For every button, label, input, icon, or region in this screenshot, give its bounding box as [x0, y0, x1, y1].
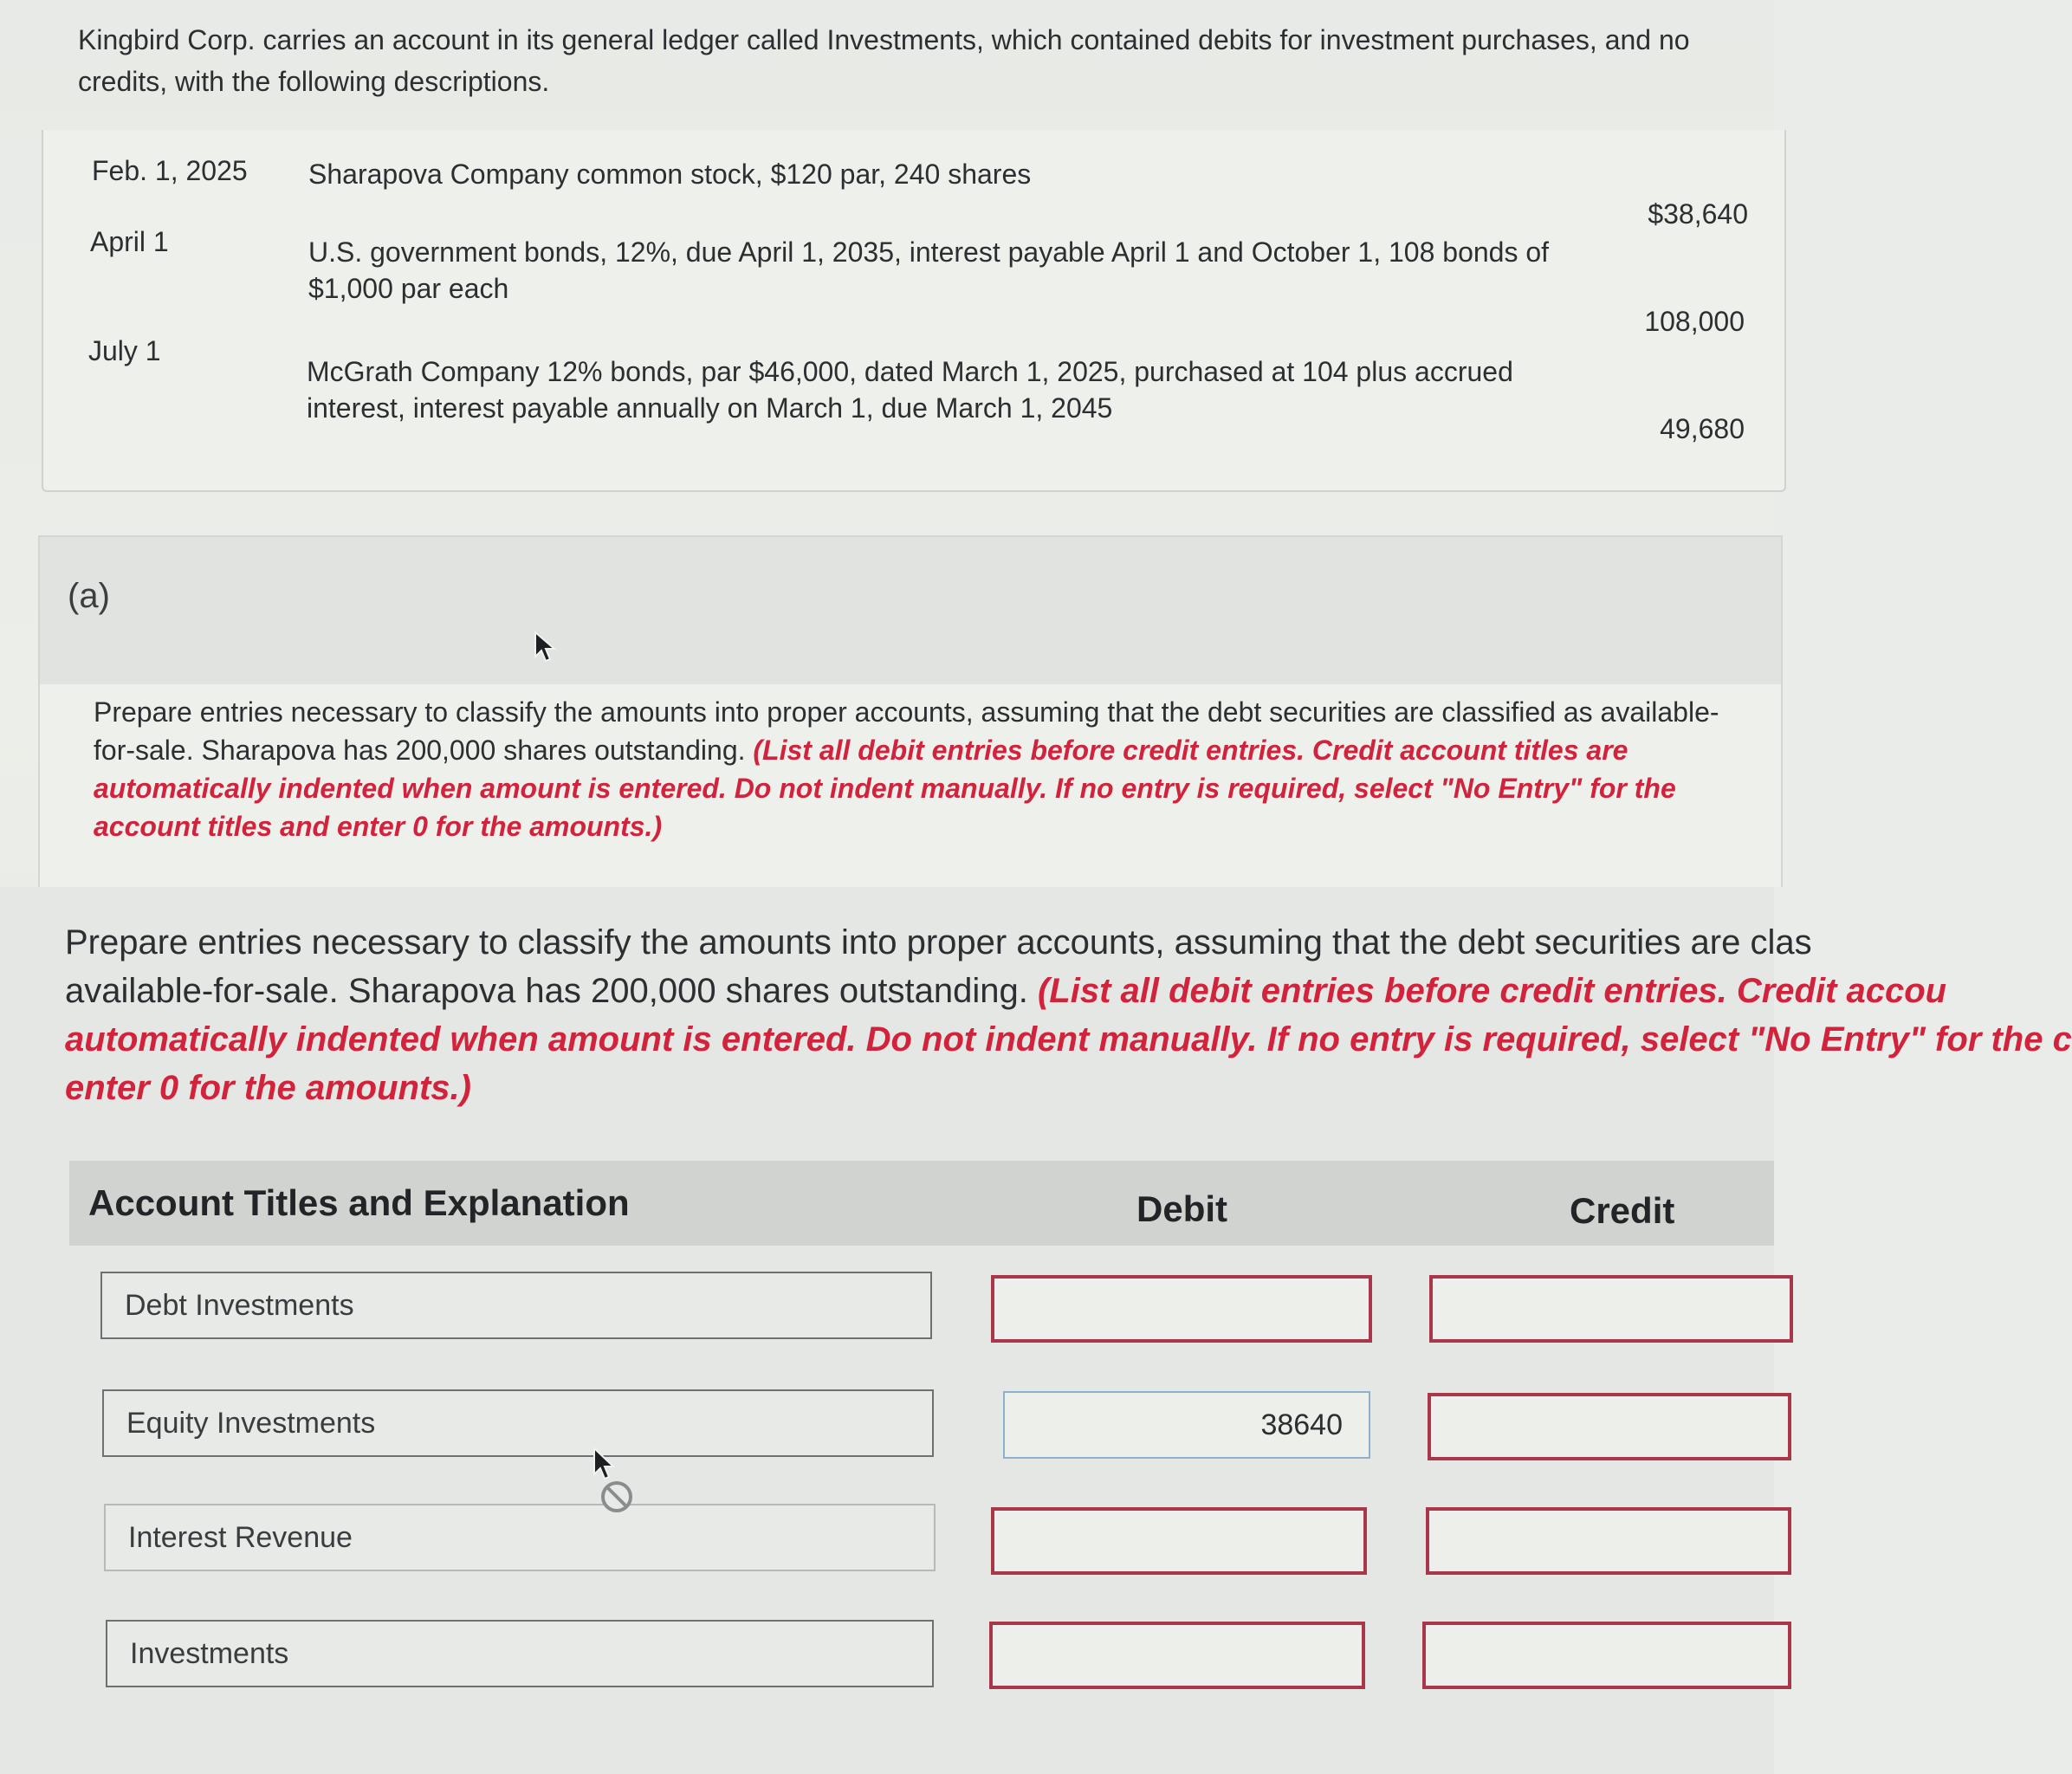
credit-amount-input[interactable] [1426, 1507, 1791, 1575]
account-title-select[interactable]: Equity Investments [102, 1389, 934, 1457]
instruction-text: Prepare entries necessary to classify the amounts into proper accounts, assuming that the debt securities are classified as available-for-sale. Sharapova has 200,000 shares outstanding. [94, 696, 1719, 766]
instruction-line: Prepare entries necessary to classify the amounts into proper accounts, assuming that the debt securities are clas [65, 923, 1812, 961]
purchase-amount: 49,680 [1660, 413, 1745, 444]
instruction-note: (List all debit entries before credit entries. Credit account titles are automatically indented when amount is entered. Do not indent manually. If no entry is required, select "No Entry" for the account titles and enter 0 for the amounts.) [94, 735, 1676, 842]
account-title-select[interactable]: Debt Investments [100, 1272, 932, 1339]
not-allowed-cursor-icon [589, 1445, 641, 1514]
purchase-amount: $38,640 [1648, 198, 1748, 230]
instruction-line-plain: available-for-sale. Sharapova has 200,000 shares outstanding. [65, 972, 1038, 1010]
purchase-description: Sharapova Company common stock, $120 par, 240 shares [308, 159, 1032, 190]
problem-intro: Kingbird Corp. carries an account in its general ledger called Investments, which contained debits for investment purchases, and no credits, with the following descriptions. [78, 24, 1690, 97]
debit-amount-input[interactable] [989, 1622, 1365, 1689]
part-label: (a) [68, 577, 110, 615]
account-title-select[interactable]: Interest Revenue [104, 1504, 936, 1571]
account-title-select[interactable]: Investments [106, 1620, 934, 1687]
debit-amount-input[interactable]: 38640 [1003, 1391, 1370, 1459]
account-column-header: Account Titles and Explanation [88, 1182, 630, 1223]
debit-column-header: Debit [1136, 1188, 1227, 1229]
zoomed-instructions [65, 918, 2072, 1112]
part-a-instructions [94, 693, 1731, 845]
credit-column-header: Credit [1570, 1190, 1675, 1231]
credit-amount-input[interactable] [1429, 1275, 1793, 1343]
purchase-description: McGrath Company 12% bonds, par $46,000, dated March 1, 2025, purchased at 104 plus accrued interest, interest payable annually on March 1, due March 1, 2045 [307, 356, 1513, 424]
purchase-date: April 1 [90, 226, 169, 257]
part-a-header [38, 535, 1783, 686]
purchase-date: Feb. 1, 2025 [92, 155, 248, 186]
debit-amount-input[interactable] [991, 1507, 1367, 1575]
purchase-description: U.S. government bonds, 12%, due April 1, 2035, interest payable April 1 and October 1, 108 bonds of $1,000 par each [308, 236, 1550, 304]
instruction-line-red: (List all debit entries before credit entries. Credit accou [1037, 972, 1947, 1010]
instruction-line-red: enter 0 for the amounts.) [65, 1069, 471, 1107]
credit-amount-input[interactable] [1422, 1622, 1791, 1689]
credit-amount-input[interactable] [1428, 1393, 1791, 1460]
debit-amount-input[interactable] [991, 1275, 1372, 1343]
instruction-line [65, 967, 1947, 1015]
purchase-amount: 108,000 [1644, 306, 1745, 337]
instruction-line-red: automatically indented when amount is entered. Do not indent manually. If no entry is required, select "No Entry" for the c [65, 1020, 2072, 1059]
purchase-date: July 1 [88, 335, 161, 366]
mouse-pointer-icon [534, 631, 558, 665]
